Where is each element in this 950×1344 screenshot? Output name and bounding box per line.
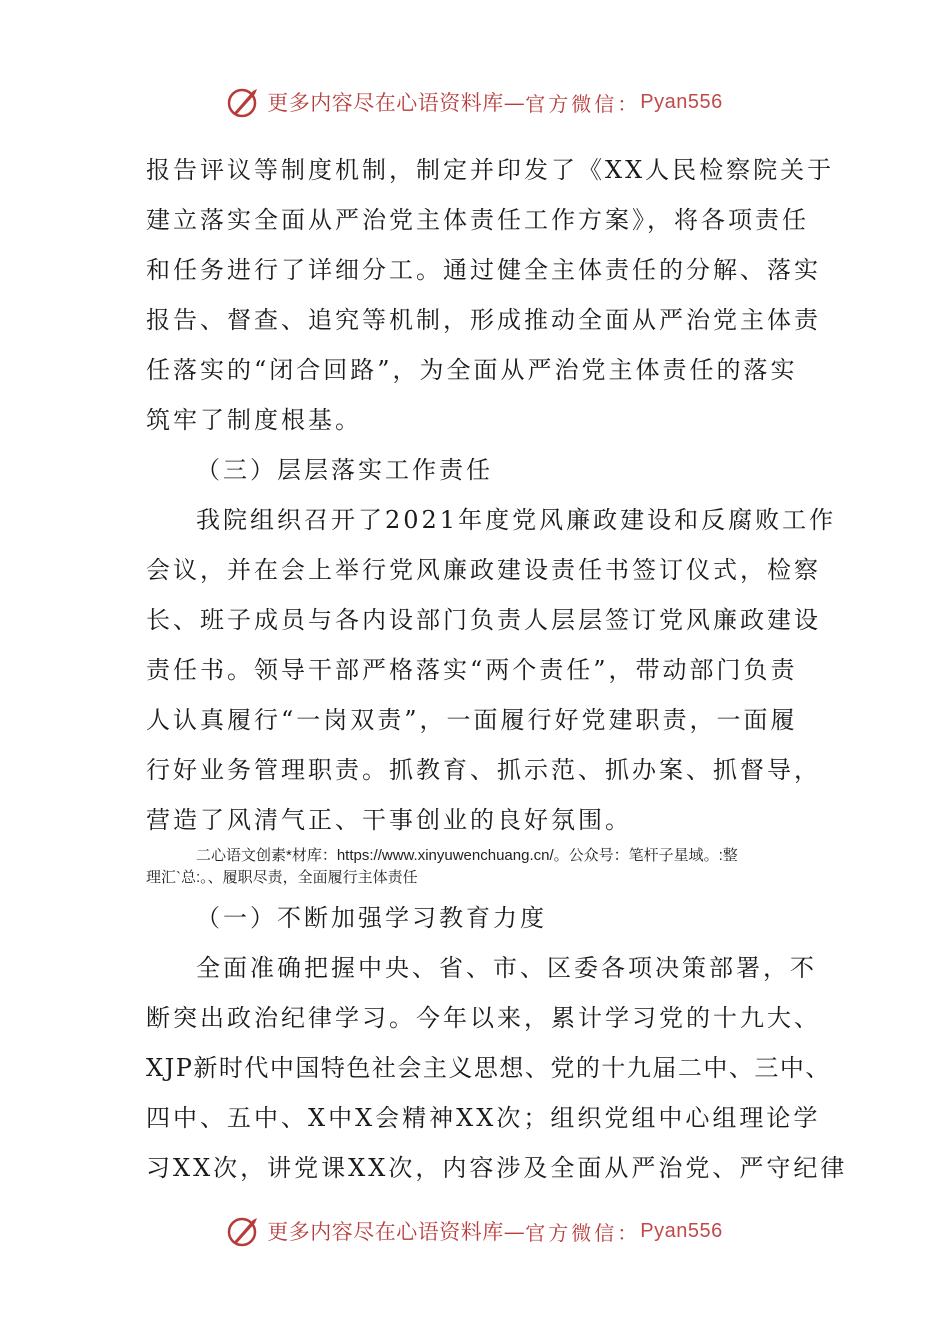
paragraph-line: 习XX次，讲党课XX次，内容涉及全面从严治党、严守纪律 <box>146 1154 848 1182</box>
paragraph-line: 人认真履行“一岗双责”，一面履行好党建职责，一面履 <box>146 706 798 734</box>
paragraph-line: 我院组织召开了2021年度党风廉政建设和反腐败工作 <box>196 506 837 534</box>
paragraph-line: 营造了风清气正、干事创业的良好氛围。 <box>146 806 632 834</box>
paragraph-line: 和任务进行了详细分工。通过健全主体责任的分解、落实 <box>146 256 821 284</box>
paragraph-line: 报告评议等制度机制，制定并印发了《XX人民检察院关于 <box>146 156 835 184</box>
paragraph-line: 建立落实全面从严治党主体责任工作方案》，将各项责任 <box>146 206 809 234</box>
banner-wechat-label: 官方微信： <box>525 91 641 116</box>
section-heading: （一）不断加强学习教育力度 <box>196 904 547 932</box>
paragraph-line: 断突出政治纪律学习。今年以来，累计学习党的十九大、 <box>146 1004 821 1032</box>
paragraph-line: 行好业务管理职责。抓教育、抓示范、抓办案、抓督导， <box>146 756 821 784</box>
quill-logo-icon <box>227 1214 261 1248</box>
banner-title: 更多内容尽在心语资料库— <box>267 91 526 115</box>
footer-banner <box>0 1211 950 1251</box>
paragraph-line: 筑牢了制度根基。 <box>146 406 362 434</box>
paragraph-line: 长、班子成员与各内设部门负责人层层签订党风廉政建设 <box>146 606 821 634</box>
section-heading: （三）层层落实工作责任 <box>196 456 493 484</box>
banner-title: 更多内容尽在心语资料库— <box>267 1220 526 1244</box>
paragraph-line: 报告、督查、追究等机制，形成推动全面从严治党主体责 <box>146 306 821 334</box>
paragraph-line: 会议，并在会上举行党风廉政建设责任书签订仪式，检察 <box>146 556 821 584</box>
quill-logo-icon <box>227 85 261 119</box>
banner-wechat-label: 官方微信： <box>525 1220 641 1245</box>
banner-wechat-id: Pyan556 <box>640 90 723 113</box>
banner-wechat-id: Pyan556 <box>640 1219 723 1242</box>
paragraph-line: 四中、五中、X中X会精神XX次；组织党组中心组理论学 <box>146 1104 821 1132</box>
source-note-line: 二心语文创素*材库：https://www.xinyuwenchuang.cn/。公众号：笔杆子星域。:整 <box>196 847 738 864</box>
paragraph-line: XJP新时代中国特色社会主义思想、党的十九届二中、三中、 <box>146 1054 831 1082</box>
paragraph-line: 任落实的“闭合回路”，为全面从严治党主体责任的落实 <box>146 356 798 384</box>
paragraph-line: 全面准确把握中央、省、市、区委各项决策部署，不 <box>196 954 817 982</box>
source-note-line: 理汇`总:。、履职尽责，全面履行主体责任 <box>146 869 418 886</box>
header-banner <box>0 82 950 122</box>
paragraph-line: 责任书。领导干部严格落实“两个责任”，带动部门负责 <box>146 656 798 684</box>
